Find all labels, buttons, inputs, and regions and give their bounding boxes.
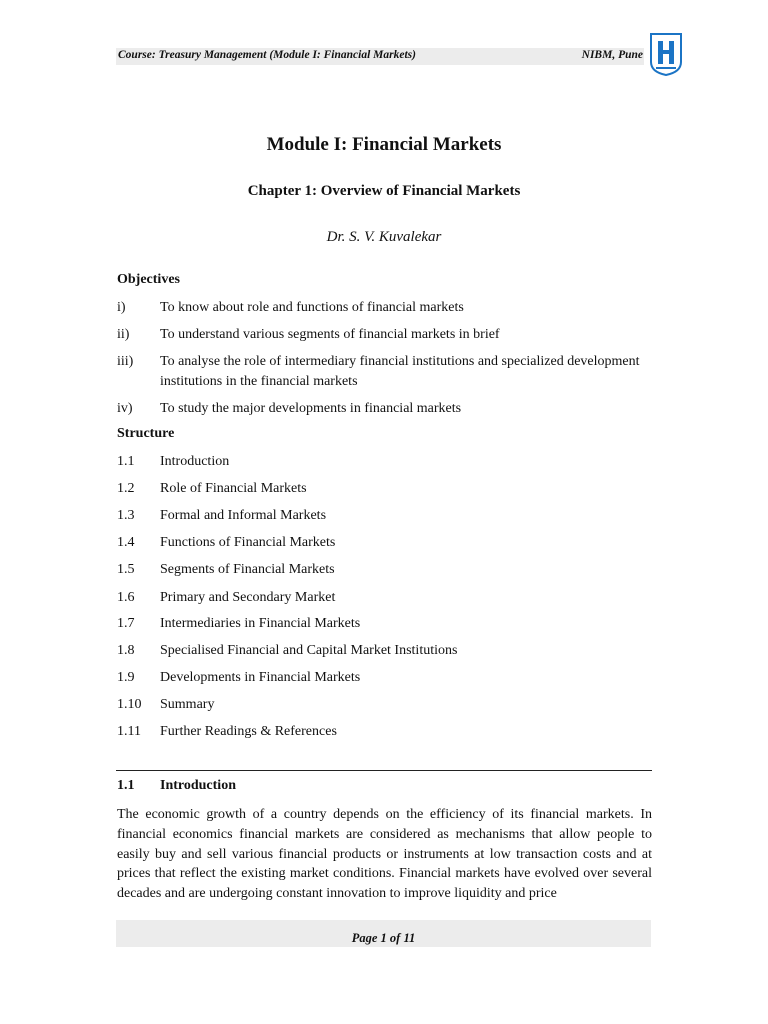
structure-number: 1.1 [117,454,135,469]
page-header [116,48,644,65]
structure-text: Summary [160,697,215,712]
structure-number: 1.3 [117,508,135,523]
structure-number: 1.8 [117,643,135,658]
section-divider [116,770,652,771]
structure-text: Introduction [160,454,230,469]
structure-text: Intermediaries in Financial Markets [160,616,361,631]
structure-number: 1.2 [117,481,135,496]
author-name: Dr. S. V. Kuvalekar [326,229,442,245]
page-footer [116,920,651,947]
structure-text: Formal and Informal Markets [160,508,327,523]
objectives-heading: Objectives [117,272,180,287]
structure-number: 1.10 [117,697,142,712]
structure-text: Specialised Financial and Capital Market Institutions [160,643,458,658]
structure-text: Role of Financial Markets [160,481,307,496]
introduction-paragraph: The economic growth of a country depends on the efficiency of its financial markets. In financial economics financial markets are considered as mechanisms that allow people to easily buy and sell various financial products or instruments at low transaction costs and at prices that reflect the existing market conditions. Financial markets have evolved over several decades and are undergoing constant innovation to improve liquidity and price [117,807,652,902]
structure-number: 1.4 [117,535,135,550]
objective-number: ii) [117,327,130,342]
objective-number: i) [117,300,126,315]
structure-number: 1.9 [117,670,135,685]
module-title: Module I: Financial Markets [266,134,502,155]
chapter-title: Chapter 1: Overview of Financial Markets [247,183,521,199]
page-number: Page 1 of 11 [351,931,416,945]
structure-number: 1.5 [117,562,135,577]
objective-number: iv) [117,401,133,416]
structure-heading: Structure [117,426,175,441]
structure-number: 1.11 [117,724,141,739]
structure-number: 1.6 [117,590,135,605]
structure-text: Functions of Financial Markets [160,535,336,550]
objective-text: To know about role and functions of financial markets [160,300,464,315]
structure-text: Primary and Secondary Market [160,590,336,605]
structure-text: Developments in Financial Markets [160,670,361,685]
nibm-logo-icon [649,32,683,76]
course-title: Course: Treasury Management (Module I: Financial Markets) [118,49,416,61]
introduction-title: Introduction [160,778,236,793]
structure-text: Further Readings & References [160,724,337,739]
objective-text: To understand various segments of financial markets in brief [160,327,500,342]
objective-number: iii) [117,354,134,369]
introduction-number: 1.1 [117,778,135,793]
structure-text: Segments of Financial Markets [160,562,335,577]
objective-text: To analyse the role of intermediary financial institutions and specialized development institutions in the financial markets [160,354,640,389]
institute-name: NIBM, Pune [581,49,643,61]
structure-number: 1.7 [117,616,135,631]
objective-text: To study the major developments in financial markets [160,401,462,416]
